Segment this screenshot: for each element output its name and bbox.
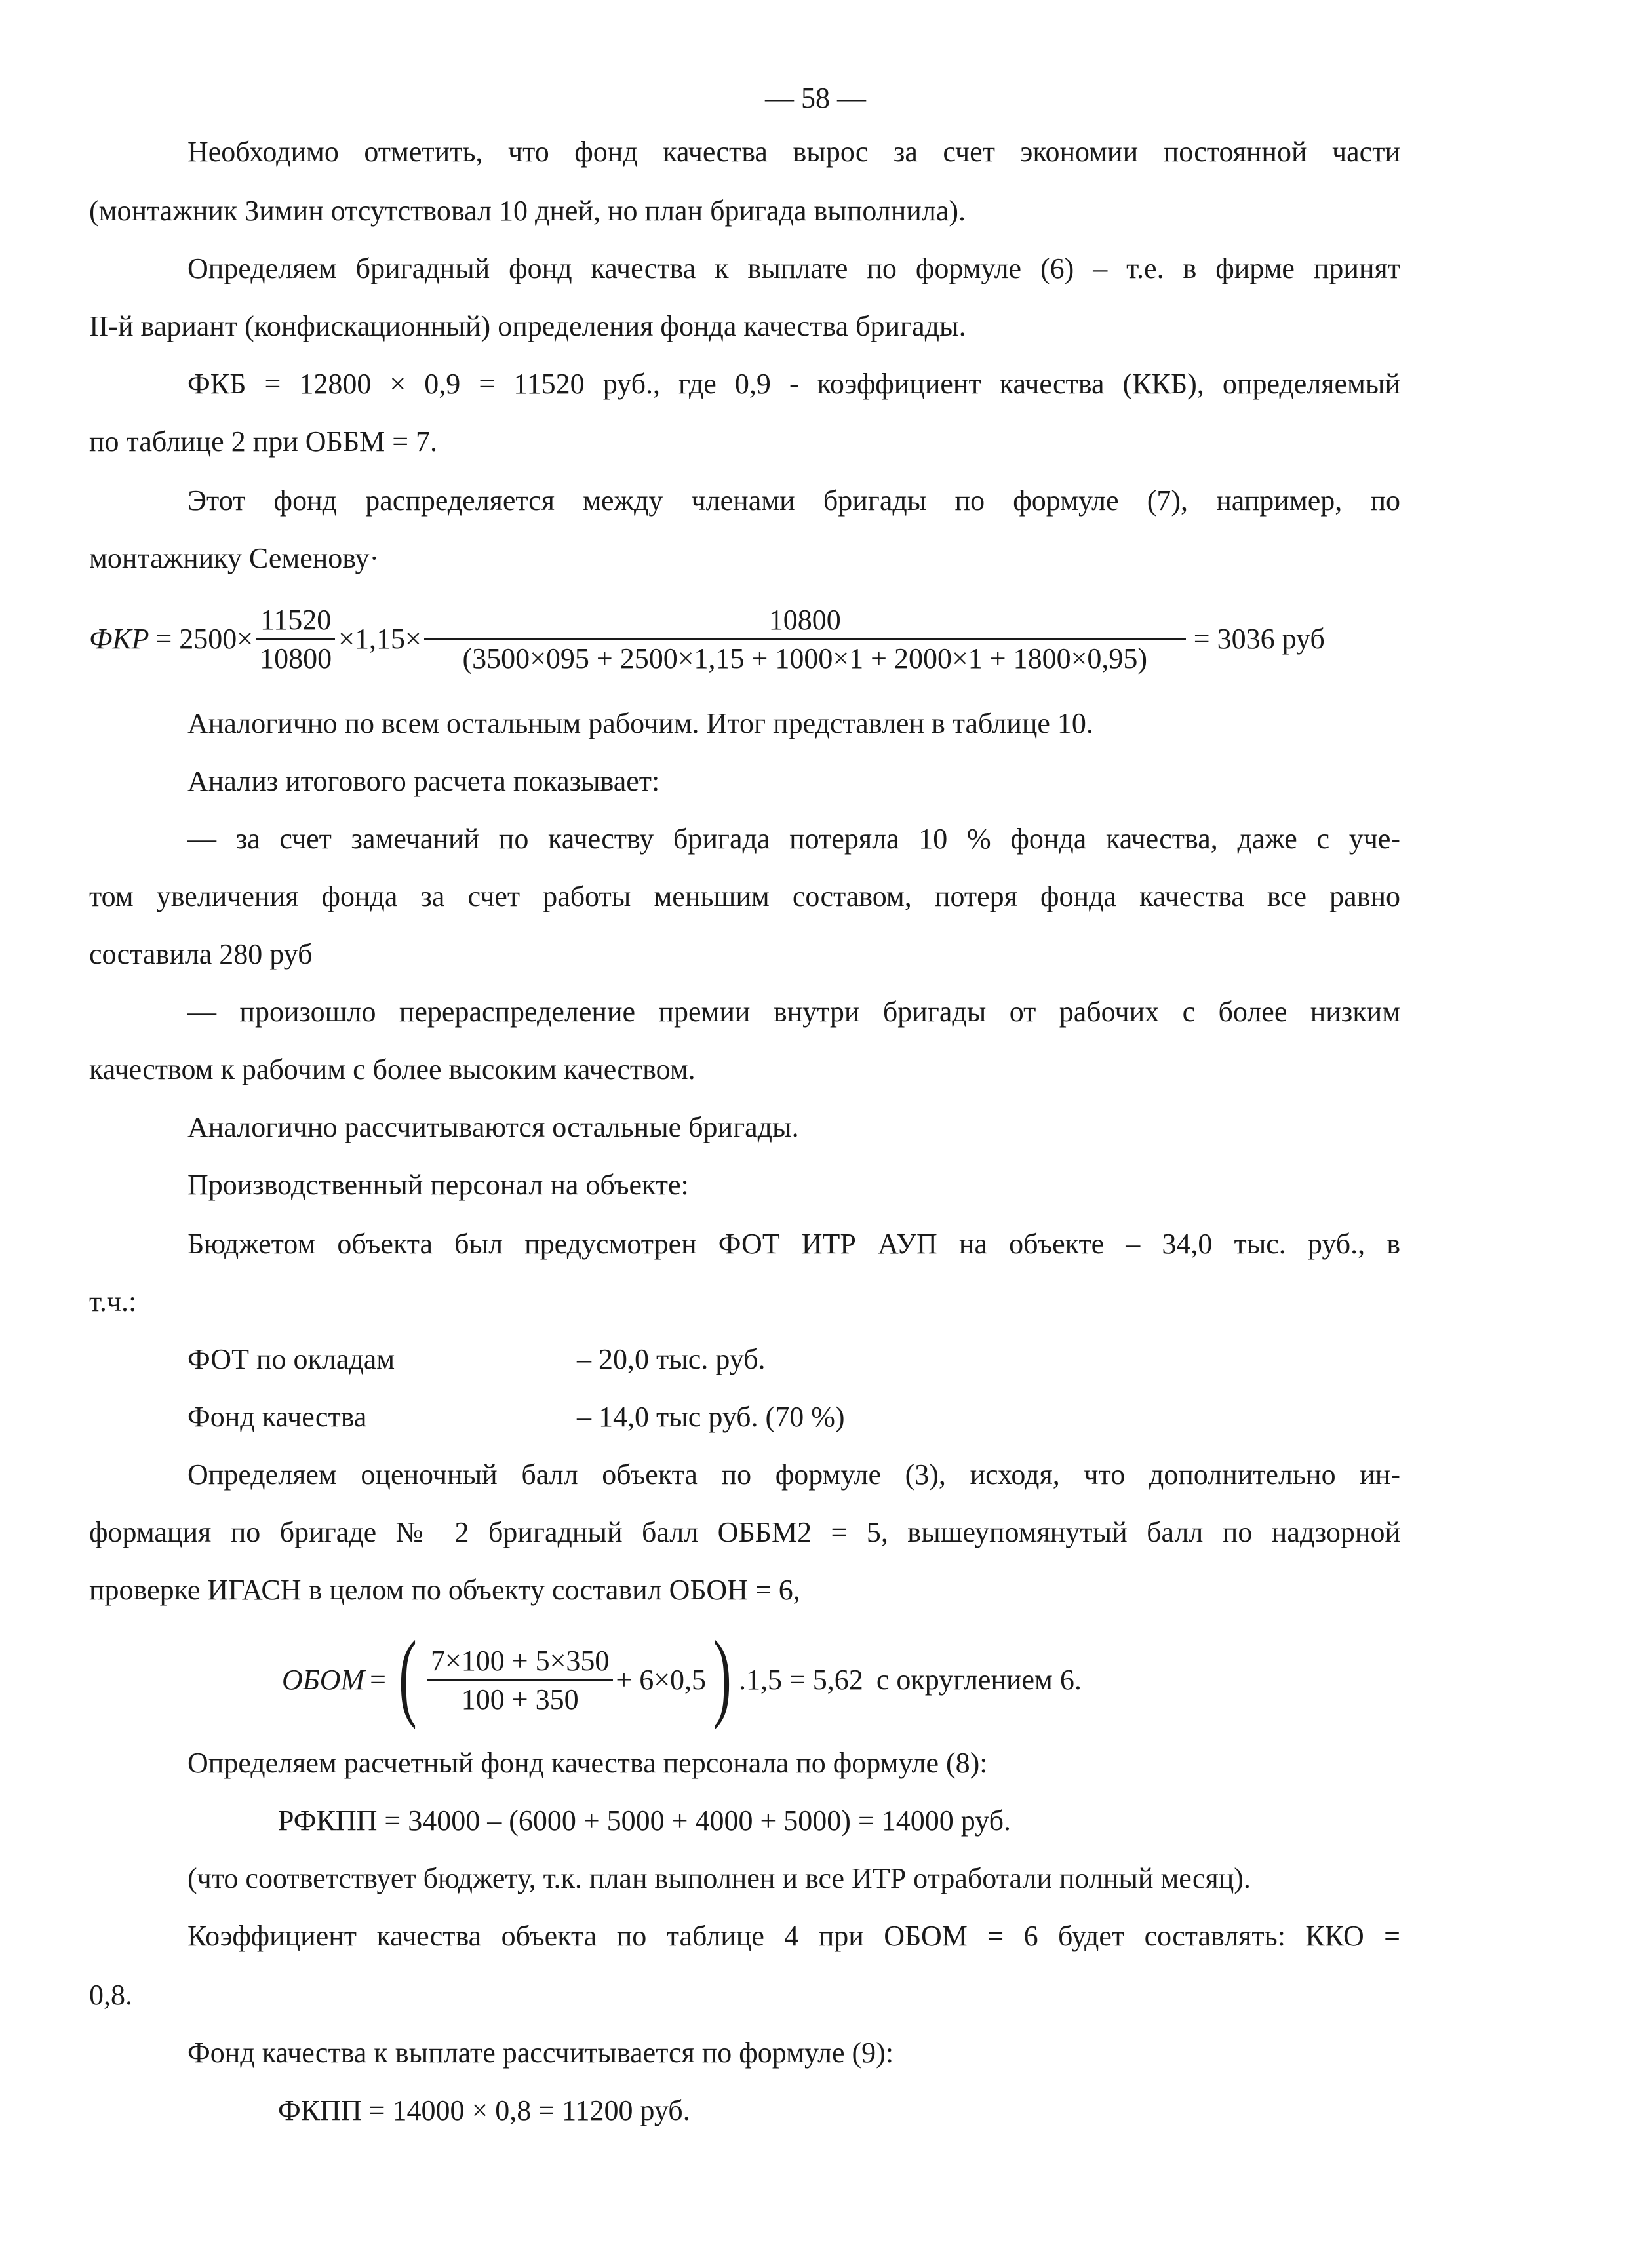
bullet-line: — за счет замечаний по качеству бригада потеряла 10 % фонда качества, даже с уче-: [187, 823, 1400, 855]
paragraph-line: монтажнику Семенову·: [89, 542, 380, 574]
paragraph-line: 0,8.: [89, 1979, 132, 2011]
paragraph-line: Определяем оценочный балл объекта по формуле (3), исходя, что дополнительно ин-: [187, 1458, 1400, 1491]
equation-term: = 2500×: [155, 623, 254, 655]
paragraph-line: Бюджетом объекта был предусмотрен ФОТ ИТР АУП на объекте – 34,0 тыс. руб., в: [187, 1228, 1400, 1260]
paragraph-line: проверке ИГАСН в целом по объекту составил ОБОН = 6,: [89, 1574, 800, 1606]
equation-result: = 3036 руб: [1193, 623, 1325, 655]
equation-fkr: [89, 593, 1325, 685]
formula-rfkpp: РФКПП = 34000 – (6000 + 5000 + 4000 + 5000) = 14000 руб.: [278, 1805, 1011, 1837]
paragraph-line: ФКБ = 12800 × 0,9 = 11520 руб., где 0,9 - коэффициент качества (ККБ), определяемый: [187, 368, 1400, 400]
paragraph-line: (что соответствует бюджету, т.к. план выполнен и все ИТР отработали полный месяц).: [187, 1862, 1251, 1894]
budget-value: – 14,0 тыс руб. (70 %): [577, 1401, 845, 1433]
fraction-denominator: 10800: [260, 642, 332, 675]
paragraph-line: Фонд качества к выплате рассчитывается по формуле (9):: [187, 2037, 894, 2069]
paragraph-line: Коэффициент качества объекта по таблице 4 при ОБОМ = 6 будет составлять: ККО =: [187, 1920, 1400, 1952]
budget-label: ФОТ по окладам: [187, 1343, 395, 1375]
paragraph-line: Аналогично рассчитываются остальные бригады.: [187, 1111, 799, 1143]
paragraph-line: Определяем расчетный фонд качества персонала по формуле (8):: [187, 1747, 988, 1779]
fraction-numerator: 11520: [256, 606, 335, 640]
paragraph-line: по таблице 2 при ОББМ = 7.: [89, 425, 438, 458]
fraction-numerator: 7×100 + 5×350: [427, 1647, 613, 1681]
formula-fkpp: ФКПП = 14000 × 0,8 = 11200 руб.: [278, 2094, 690, 2126]
bullet-line: составила 280 руб: [89, 938, 313, 970]
paragraph-line: II-й вариант (конфискационный) определения фонда качества бригады.: [89, 310, 966, 342]
fraction-denominator: (3500×095 + 2500×1,15 + 1000×1 + 2000×1 + 1800×0,95): [462, 642, 1148, 675]
budget-label: Фонд качества: [187, 1401, 367, 1433]
paragraph-line: Производственный персонал на объекте:: [187, 1169, 689, 1201]
fraction-denominator: 100 + 350: [461, 1683, 579, 1715]
bullet-line: том увеличения фонда за счет работы меньшим составом, потеря фонда качества все равно: [89, 880, 1400, 912]
fraction: [256, 603, 336, 675]
equation-obom: [282, 1621, 1082, 1730]
bullet-line: — произошло перераспределение премии внутри бригады от рабочих с более низким: [187, 996, 1400, 1028]
paragraph-line: Этот фонд распределяется между членами бригады по формуле (7), например, по: [187, 484, 1400, 517]
equation-term: + 6×0,5: [616, 1664, 707, 1696]
right-paren: ): [713, 1621, 732, 1730]
bullet-line: качеством к рабочим с более высоким качеством.: [89, 1053, 696, 1085]
paragraph-line: Определяем бригадный фонд качества к выплате по формуле (6) – т.е. в фирме принят: [187, 252, 1400, 284]
budget-value: – 20,0 тыс. руб.: [577, 1343, 766, 1375]
paragraph-line: Анализ итогового расчета показывает:: [187, 765, 660, 797]
page-number: — 58 —: [765, 82, 866, 114]
equation-term: ×1,15×: [338, 623, 422, 655]
paragraph-line: Необходимо отметить, что фонд качества вырос за счет экономии постоянной части: [187, 136, 1400, 168]
paragraph-line: т.ч.:: [89, 1285, 137, 1318]
equation-lhs: ОБОМ: [282, 1664, 365, 1696]
paragraph-line: (монтажник Зимин отсутствовал 10 дней, но план бригада выполнила).: [89, 195, 966, 227]
equation-lhs: ФКР: [89, 623, 149, 655]
left-paren: (: [399, 1621, 417, 1730]
paragraph-line: Аналогично по всем остальным рабочим. Итог представлен в таблице 10.: [187, 707, 1093, 739]
paragraph-line: формация по бригаде № 2 бригадный балл ОББМ2 = 5, вышеупомянутый балл по надзорной: [89, 1516, 1400, 1548]
equation-note: с округлением 6.: [876, 1664, 1082, 1696]
fraction-numerator: 10800: [424, 606, 1186, 640]
fraction: [424, 603, 1186, 675]
equation-result: .1,5 = 5,62: [738, 1664, 863, 1696]
fraction: [427, 1644, 613, 1715]
equation-equals: =: [370, 1664, 386, 1696]
